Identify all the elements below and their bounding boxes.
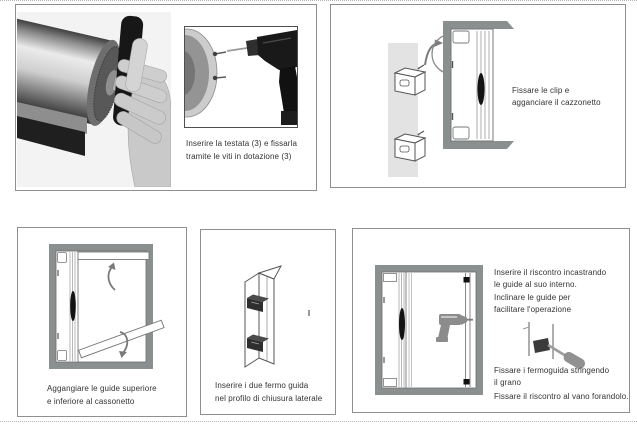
step5-caption3-line1: Fissare il riscontro al vano forandolo. (494, 392, 629, 401)
step5-caption-2 (494, 365, 609, 390)
set-screw-detail-illustration (523, 322, 587, 371)
step1-caption (186, 138, 297, 163)
headpiece-installation-photo (17, 12, 171, 187)
step2-caption-line1: Fissare le clip e (512, 86, 570, 95)
step1-caption-line1: Inserire la testata (3) e fissarla (186, 139, 297, 148)
step1-caption-line2: tramite le viti in dotazione (3) (186, 151, 292, 161)
panel-attach-guides (17, 227, 187, 417)
step5-caption2-line2: il grano (494, 378, 522, 388)
panel-insert-headpiece (15, 4, 317, 191)
upper-guide (78, 252, 149, 260)
box-front-view (56, 251, 78, 362)
step4-caption (215, 380, 322, 405)
step4-caption-line1: Inserire i due fermo guida (215, 381, 309, 390)
step5-caption1-line1: Inserire il riscontro incastrando (494, 268, 607, 277)
step5-caption-3 (494, 391, 629, 404)
guide-stop-block (533, 338, 550, 353)
step5-caption1-line3: Inclinare le guide per (494, 292, 571, 302)
step4-caption-line2: nel profilo di chiusura laterale (215, 393, 323, 403)
step3-caption-line1: Aggangiare le guide superiore (47, 384, 157, 393)
box-top-view (443, 21, 514, 149)
step2-caption-line2: agganciare il cazzonetto (512, 97, 601, 107)
step5-caption-1 (494, 267, 606, 316)
step2-caption (512, 85, 601, 108)
step3-caption-line2: e inferiore al cassonetto (47, 396, 135, 406)
top-dotted-rule (0, 0, 637, 1)
bottom-dotted-rule (0, 421, 637, 422)
panel-insert-guide-stops (200, 229, 336, 415)
step5-caption2-line1: Fissare i fermoguida stringendo (494, 366, 610, 375)
step5-caption1-line4: facilitare l'operazione (494, 304, 572, 314)
panel-insert-striker (352, 228, 630, 413)
drill-screwing-illustration (185, 27, 297, 127)
step5-caption1-line2: le guide al suo interno. (494, 280, 577, 290)
step3-caption (47, 383, 157, 408)
panel-fix-clips (330, 4, 626, 188)
drill-screwing-inset (184, 26, 298, 128)
